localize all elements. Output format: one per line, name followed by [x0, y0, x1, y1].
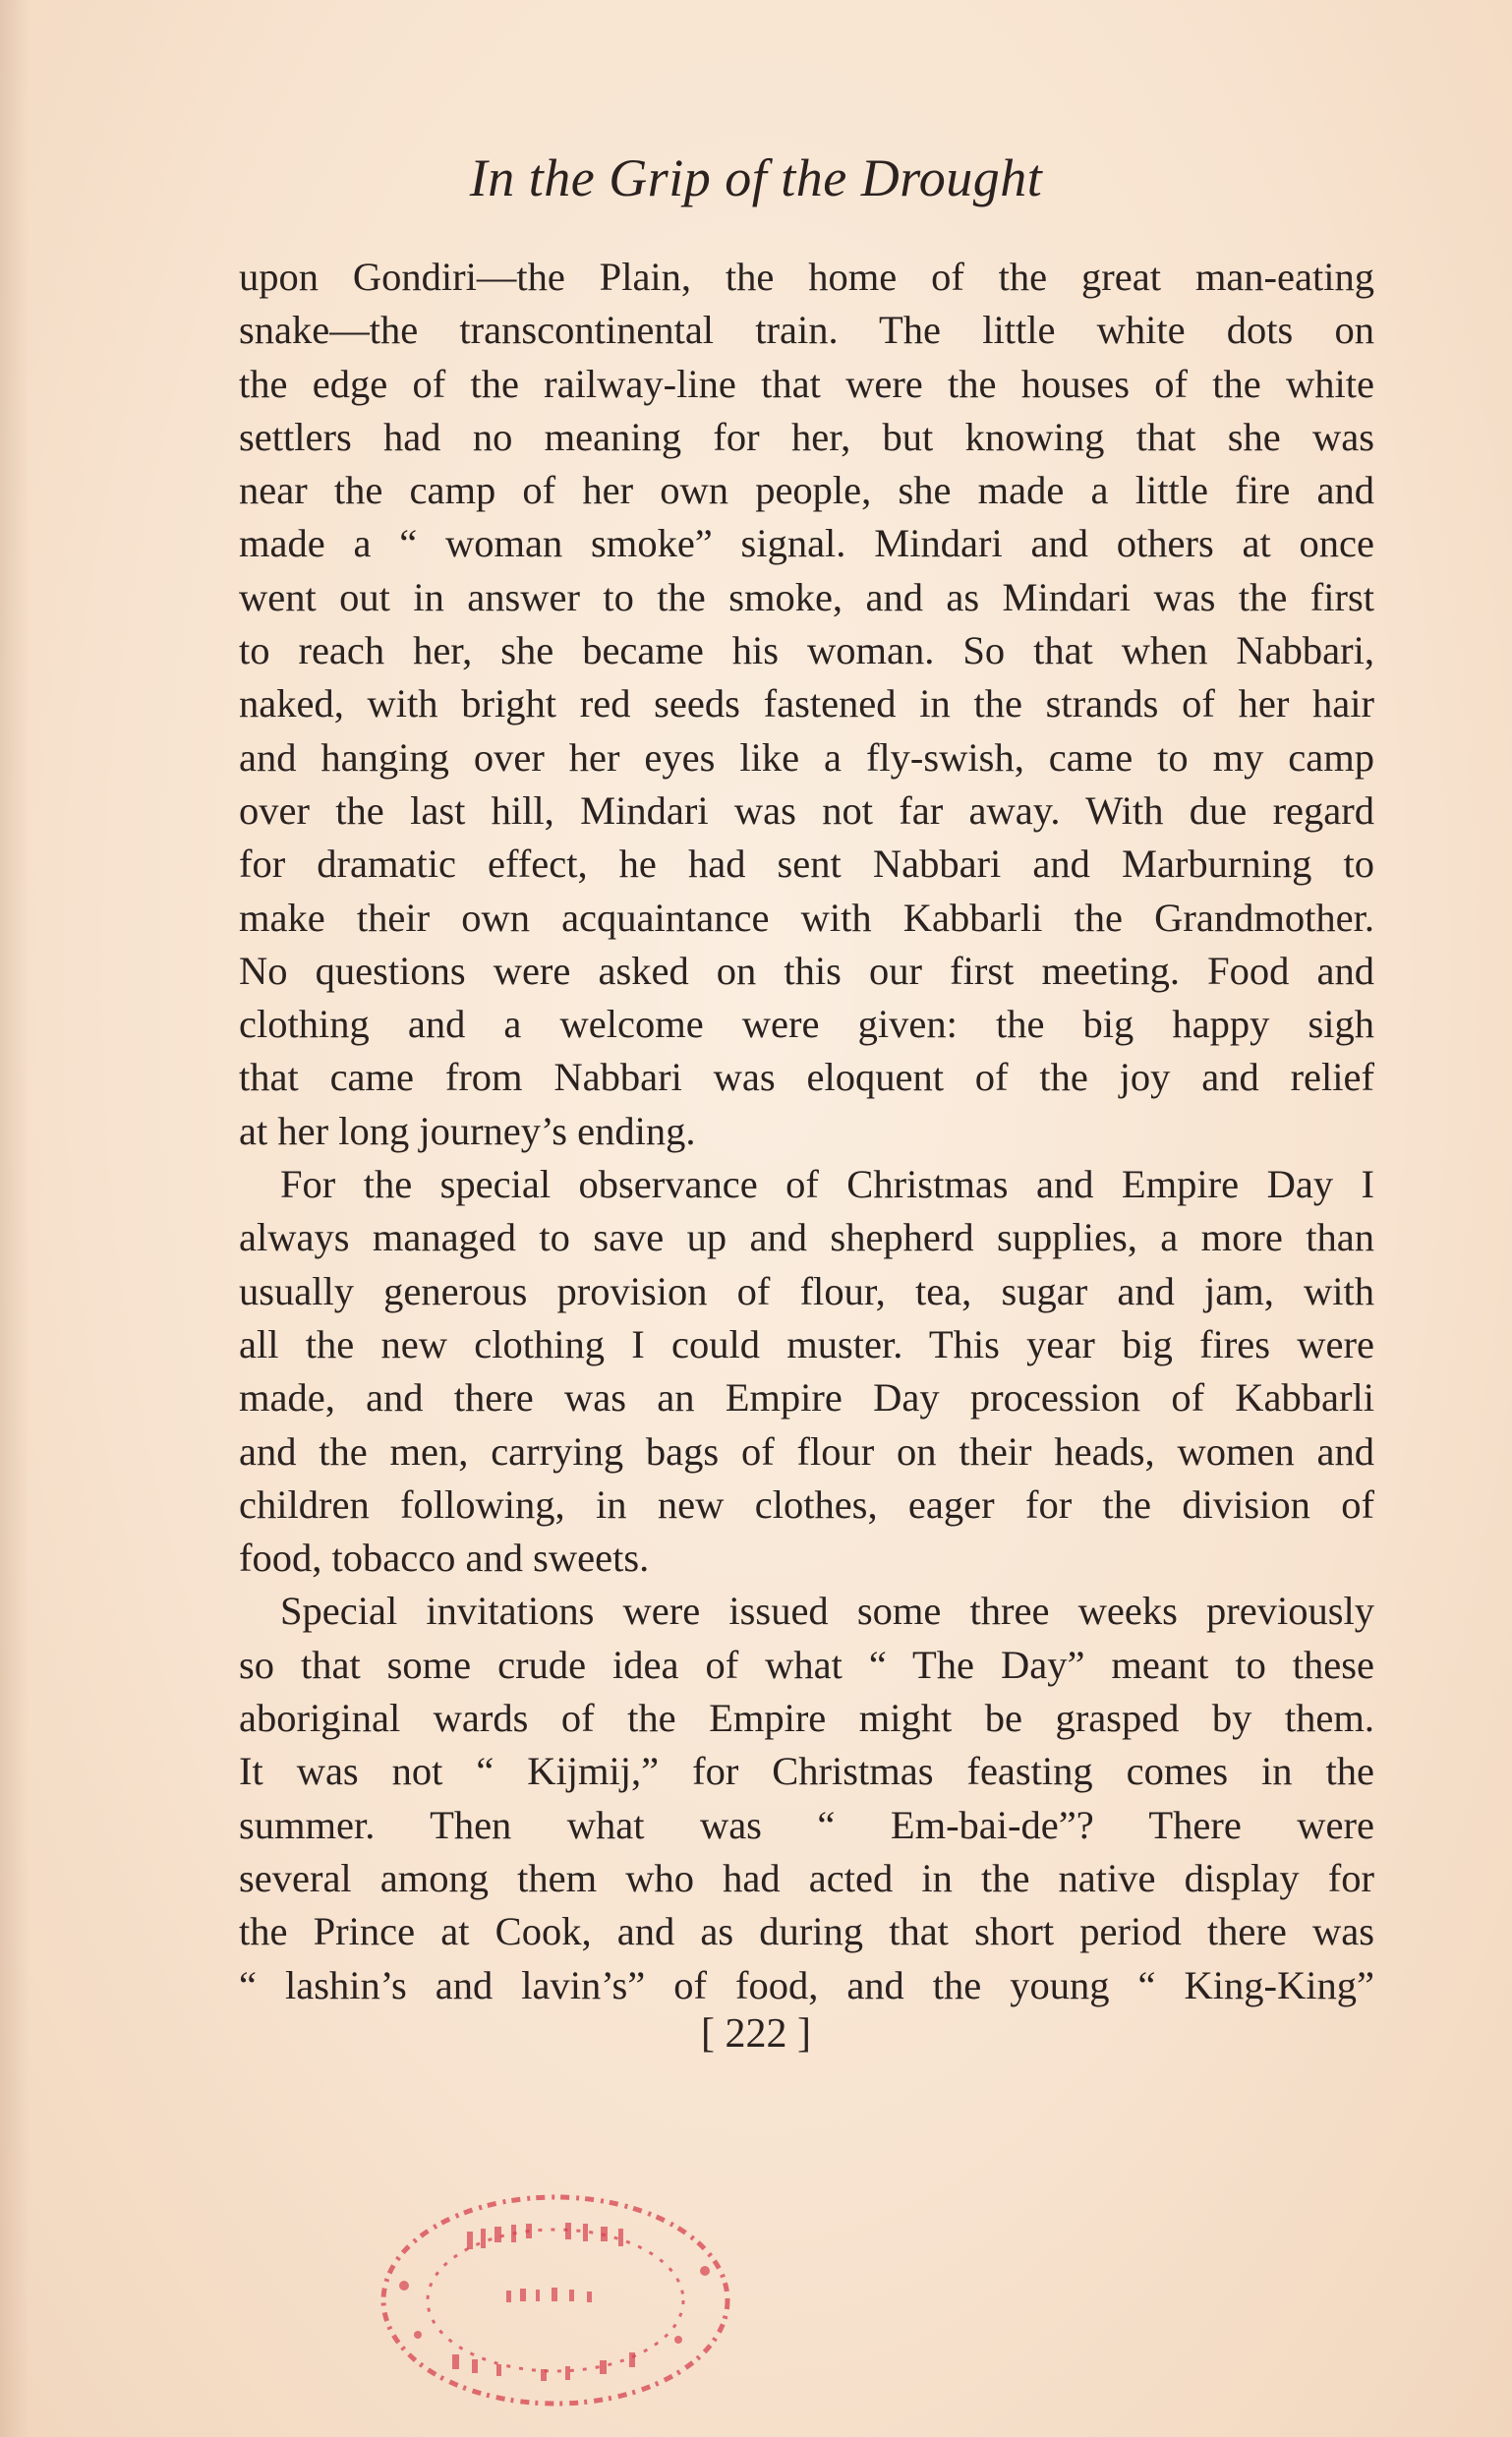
text-line: over the last hill, Mindari was not far away. With due regard — [239, 787, 1374, 833]
text-line: It was not “ Kijmij,” for Christmas feasting comes in the — [239, 1749, 1374, 1794]
paragraph-2 — [239, 1158, 1374, 1585]
text-line: settlers had no meaning for her, but knowing that she was — [239, 414, 1374, 459]
text-line: went out in answer to the smoke, and as Mindari was the first — [239, 574, 1374, 619]
paragraph-1 — [239, 251, 1374, 1158]
paragraph-3 — [239, 1585, 1374, 2011]
text-line: usually generous provision of flour, tea, sugar and jam, with — [239, 1268, 1374, 1313]
text-line: and the men, carrying bags of flour on their heads, women and — [239, 1428, 1374, 1474]
binding-shadow — [0, 0, 29, 2437]
library-stamp-icon — [359, 2177, 772, 2423]
text-line: so that some crude idea of what “ The Day” meant to these — [239, 1642, 1374, 1687]
text-line: For the special observance of Christmas and Empire Day I — [280, 1162, 1374, 1207]
text-line: children following, in new clothes, eager for the division of — [239, 1481, 1374, 1527]
text-line: food, tobacco and sweets. — [239, 1536, 650, 1581]
text-line: made a “ woman smoke” signal. Mindari and others at once — [239, 521, 1374, 566]
body-text — [239, 251, 1374, 2012]
text-line: at her long journey’s ending. — [239, 1108, 696, 1153]
text-line: all the new clothing I could muster. This year big fires were — [239, 1321, 1374, 1366]
page-number: [ 222 ] — [701, 2011, 811, 2057]
text-line: made, and there was an Empire Day procession of Kabbarli — [239, 1375, 1374, 1421]
text-line: snake—the transcontinental train. The little white dots on — [239, 308, 1374, 353]
text-line: several among them who had acted in the native display for — [239, 1855, 1374, 1900]
text-line: always managed to save up and shepherd supplies, a more than — [239, 1215, 1374, 1260]
text-line: No questions were asked on this our first meeting. Food and — [239, 948, 1374, 993]
text-line: near the camp of her own people, she made a little fire and — [239, 468, 1374, 513]
text-line: summer. Then what was “ Em-bai-de”? There were — [239, 1802, 1374, 1847]
text-line: aboriginal wards of the Empire might be grasped by them. — [239, 1696, 1374, 1741]
running-header: In the Grip of the Drought — [469, 148, 1043, 207]
text-line: that came from Nabbari was eloquent of the joy and relief — [239, 1055, 1374, 1100]
text-line: make their own acquaintance with Kabbarli the Grandmother. — [239, 895, 1374, 940]
text-line: and hanging over her eyes like a fly-swish, came to my camp — [239, 734, 1374, 780]
text-line: clothing and a welcome were given: the big happy sigh — [239, 1002, 1374, 1047]
text-line: for dramatic effect, he had sent Nabbari and Marburning to — [239, 841, 1374, 887]
text-line: upon Gondiri—the Plain, the home of the great man-eating — [239, 255, 1374, 299]
text-line: the edge of the railway-line that were the houses of the white — [239, 361, 1374, 406]
text-line: naked, with bright red seeds fastened in the strands of her hair — [239, 681, 1374, 726]
text-line: to reach her, she became his woman. So that when Nabbari, — [239, 628, 1374, 673]
text-line: Special invitations were issued some three weeks previously — [280, 1589, 1374, 1634]
text-line: “ lashin’s and lavin’s” of food, and the young “ King-King” — [239, 1962, 1374, 2007]
text-line: the Prince at Cook, and as during that short period there was — [239, 1909, 1374, 1954]
